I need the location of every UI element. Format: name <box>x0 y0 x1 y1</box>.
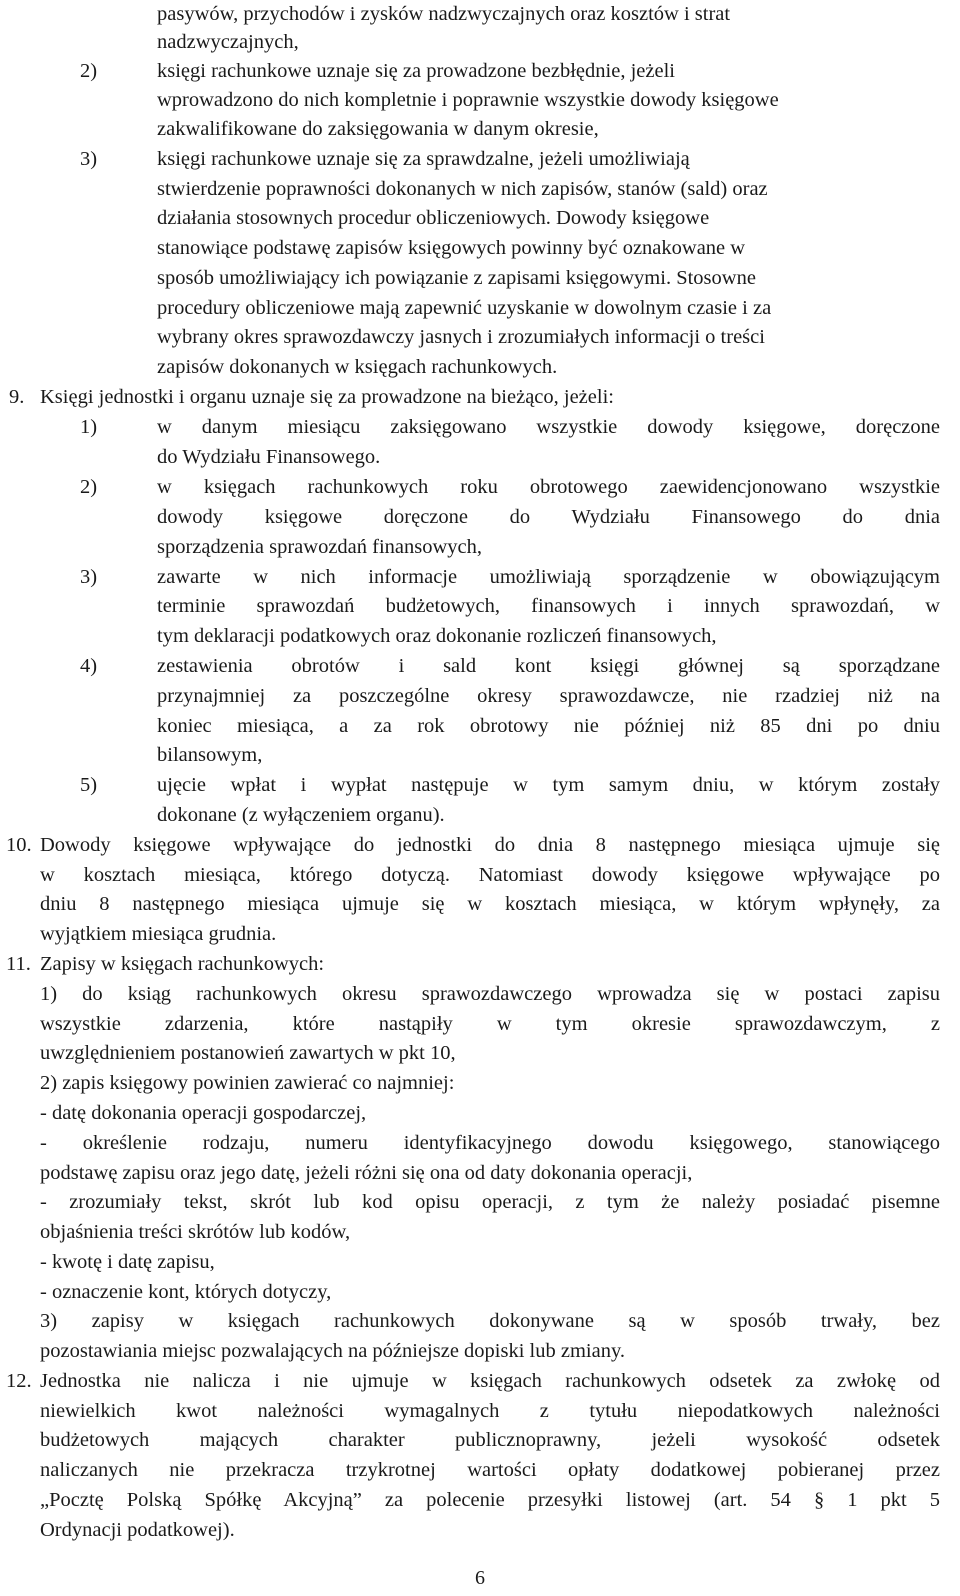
text-line: terminie sprawozdań budżetowych, finansowych i innych sprawozdań, w <box>157 595 940 617</box>
text-line: dokonane (z wyłączeniem organu). <box>157 804 445 826</box>
text-line: 1) do ksiąg rachunkowych okresu sprawozdawczego wprowadza się w postaci zapisu <box>40 983 940 1005</box>
text-line: zakwalifikowane do zaksięgowania w danym okresie, <box>157 118 599 140</box>
text-line: uwzględnieniem postanowień zawartych w pkt 10, <box>40 1042 456 1064</box>
text-line: pasywów, przychodów i zysków nadzwyczajnych oraz kosztów i strat <box>157 3 731 25</box>
text-line: Ordynacji podatkowej). <box>40 1519 235 1541</box>
text-line: wprowadzono do nich kompletnie i poprawnie wszystkie dowody księgowe <box>157 89 779 111</box>
text-line: przynajmniej za poszczególne okresy sprawozdawcze, nie rzadziej niż na <box>157 685 940 707</box>
list-marker: 4) <box>80 655 98 677</box>
text-line: „Pocztę Polską Spółkę Akcyjną” za polecenie przesyłki listowej (art. 54 § 1 pkt 5 <box>40 1489 940 1511</box>
text-line: - datę dokonania operacji gospodarczej, <box>40 1102 367 1124</box>
text-line: działania stosownych procedur obliczeniowych. Dowody księgowe <box>157 207 710 229</box>
text-line: w księgach rachunkowych roku obrotowego zaewidencjonowano wszystkie <box>157 476 940 498</box>
section-number: 11. <box>6 953 31 975</box>
text-line: sposób umożliwiający ich powiązanie z zapisami księgowymi. Stosowne <box>157 267 756 289</box>
list-marker: 2) <box>80 60 98 82</box>
text-line: budżetowych mających charakter publicznoprawny, jeżeli wysokość odsetek <box>40 1429 940 1451</box>
text-line: Zapisy w księgach rachunkowych: <box>40 953 325 975</box>
text-line: pozostawiania miejsc pozwalających na późniejsze dopiski lub zmiany. <box>40 1340 626 1362</box>
text-line: wszystkie zdarzenia, które nastąpiły w tym okresie sprawozdawczym, z <box>40 1013 940 1035</box>
text-line: wyjątkiem miesiąca grudnia. <box>40 923 277 945</box>
text-line: - kwotę i datę zapisu, <box>40 1251 215 1273</box>
section-number: 9. <box>9 386 25 408</box>
text-line: sporządzenia sprawozdań finansowych, <box>157 536 483 558</box>
text-line: Dowody księgowe wpływające do jednostki do dnia 8 następnego miesiąca ujmuje się <box>40 834 940 856</box>
text-line: księgi rachunkowe uznaje się za prowadzone bezbłędnie, jeżeli <box>157 60 675 82</box>
text-line: zapisów dokonanych w księgach rachunkowych. <box>157 356 558 378</box>
list-marker: 3) <box>80 148 98 170</box>
text-line: naliczanych nie przekracza trzykrotnej wartości opłaty dodatkowej pobieranej przez <box>40 1459 940 1481</box>
text-line: stwierdzenie poprawności dokonanych w nich zapisów, stanów (sald) oraz <box>157 178 768 200</box>
text-line: - określenie rodzaju, numeru identyfikacyjnego dowodu księgowego, stanowiącego <box>40 1132 940 1154</box>
text-line: objaśnienia treści skrótów lub kodów, <box>40 1221 351 1243</box>
text-line: zestawienia obrotów i sald kont księgi głównej są sporządzane <box>157 655 940 677</box>
text-line: - zrozumiały tekst, skrót lub kod opisu operacji, z tym że należy posiadać pisemne <box>40 1191 940 1213</box>
text-line: - oznaczenie kont, których dotyczy, <box>40 1281 332 1303</box>
text-line: stanowiące podstawę zapisów księgowych powinny być oznakowane w <box>157 237 746 259</box>
text-line: ujęcie wpłat i wypłat następuje w tym samym dniu, w którym zostały <box>157 774 940 796</box>
text-line: wybrany okres sprawozdawczy jasnych i zrozumiałych informacji o treści <box>157 326 765 348</box>
list-marker: 2) <box>80 476 98 498</box>
section-number: 10. <box>6 834 32 856</box>
text-line: niewielkich kwot należności wymagalnych z tytułu niepodatkowych należności <box>40 1400 940 1422</box>
page-number: 6 <box>475 1567 485 1589</box>
text-line: w kosztach miesiąca, którego dotyczą. Natomiast dowody księgowe wpływające po <box>40 864 940 886</box>
text-line: dniu 8 następnego miesiąca ujmuje się w kosztach miesiąca, w którym wpłynęły, za <box>40 893 940 915</box>
text-line: zawarte w nich informacje umożliwiają sporządzenie w obowiązującym <box>157 566 940 588</box>
text-line: w danym miesiącu zaksięgowano wszystkie dowody księgowe, doręczone <box>157 416 940 438</box>
text-line: tym deklaracji podatkowych oraz dokonanie rozliczeń finansowych, <box>157 625 717 647</box>
list-marker: 1) <box>80 416 98 438</box>
text-line: Księgi jednostki i organu uznaje się za prowadzone na bieżąco, jeżeli: <box>40 386 614 408</box>
text-line: księgi rachunkowe uznaje się za sprawdzalne, jeżeli umożliwiają <box>157 148 690 170</box>
text-line: koniec miesiąca, a za rok obrotowy nie później niż 85 dni po dniu <box>157 715 940 737</box>
list-marker: 3) <box>80 566 98 588</box>
text-line: procedury obliczeniowe mają zapewnić uzyskanie w dowolnym czasie i za <box>157 297 772 319</box>
text-line: do Wydziału Finansowego. <box>157 446 381 468</box>
text-line: 3) zapisy w księgach rachunkowych dokonywane są w sposób trwały, bez <box>40 1310 940 1332</box>
text-line: Jednostka nie nalicza i nie ujmuje w księgach rachunkowych odsetek za zwłokę od <box>40 1370 940 1392</box>
list-marker: 5) <box>80 774 98 796</box>
text-line: dowody księgowe doręczone do Wydziału Finansowego do dnia <box>157 506 940 528</box>
text-line: bilansowym, <box>157 744 263 766</box>
text-line: 2) zapis księgowy powinien zawierać co najmniej: <box>40 1072 455 1094</box>
section-number: 12. <box>6 1370 32 1392</box>
text-line: nadzwyczajnych, <box>157 31 299 53</box>
text-line: podstawę zapisu oraz jego datę, jeżeli różni się ona od daty dokonania operacji, <box>40 1162 693 1184</box>
